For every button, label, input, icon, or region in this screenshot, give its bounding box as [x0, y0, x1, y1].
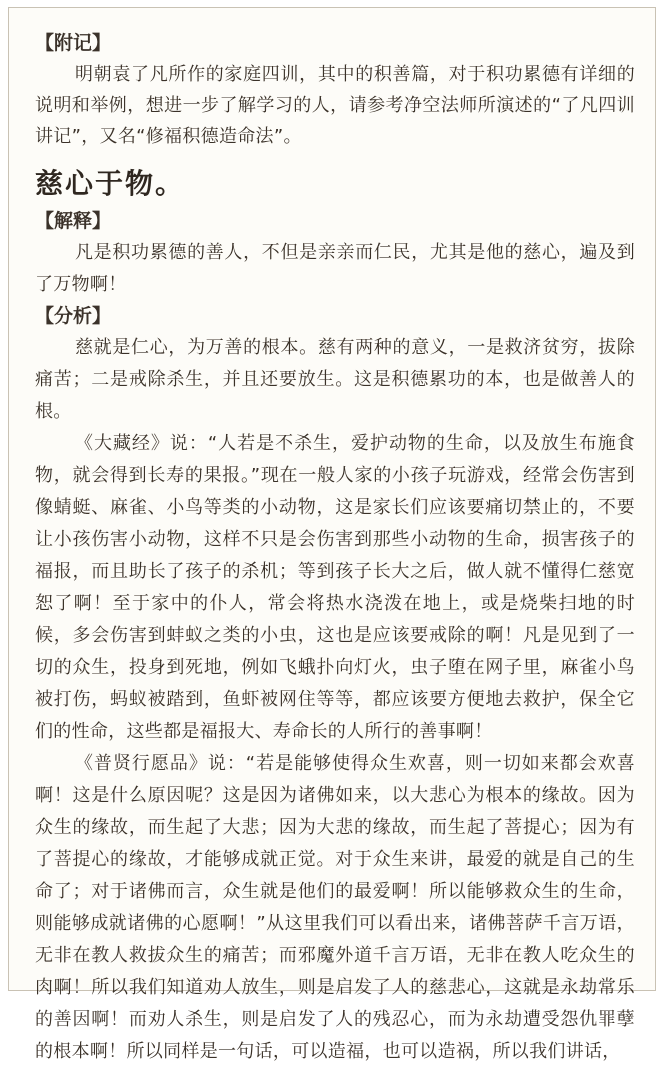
- analysis-heading: 【分析】: [35, 305, 112, 327]
- analysis-paragraph-3: 《普贤行愿品》说：“若是能够使得众生欢喜，则一切如来都会欢喜啊！这是什么原因呢？这是因为诸佛如来，以大悲心为根本的缘故。因为众生的缘故，而生起了大悲；因为大悲的缘故，而生起了菩提心；因为有了菩提心的缘故，才能够成就正觉。对于众生来讲，最爱的就是自己的生命了；对于诸佛而言，众生就是他们的最爱啊！所以能够救众生的生命，则能够成就诸佛的心愿啊！”从这里我们可以看出来，诸佛菩萨千言万语，无非在教人救拔众生的痛苦；而邪魔外道千言万语，无非在教人吃众生的肉啊！所以我们知道劝人放生，则是启发了人的慈悲心，这就是永劫常乐的善因啊！而劝人杀生，则是启发了人的残忍心，而为永劫遭受怨仇罪孽的根本啊！所以同样是一句话，可以造福，也可以造祸，所以我们讲话，: [35, 753, 635, 1062]
- document-page: [8, 7, 656, 1062]
- analysis-paragraph-1: 慈就是仁心，为万善的根本。慈有两种的意义，一是救济贫穷，拔除痛苦；二是戒除杀生，并且还要放生。这是积德累功的本，也是做善人的根。: [35, 337, 635, 422]
- appendix-paragraph: 明朝袁了凡所作的家庭四训，其中的积善篇，对于积功累德有详细的说明和举例，想进一步了解学习的人，请参考净空法师所演述的“了凡四训讲记”，又名“修福积德造命法”。: [35, 64, 635, 147]
- section-title: 慈心于物。: [35, 167, 186, 200]
- explanation-heading: 【解释】: [35, 210, 112, 232]
- appendix-heading: 【附记】: [35, 32, 112, 54]
- explanation-paragraph: 凡是积功累德的善人，不但是亲亲而仁民，尤其是他的慈心，遍及到了万物啊！: [35, 242, 635, 295]
- page-content: [35, 30, 635, 1068]
- analysis-paragraph-2: 《大藏经》说：“人若是不杀生，爱护动物的生命，以及放生布施食物，就会得到长寿的果报。”现在一般人家的小孩子玩游戏，经常会伤害到像蜻蜓、麻雀、小鸟等类的小动物，这是家长们应该要痛切禁止的，不要让小孩伤害小动物，这样不只是会伤害到那些小动物的生命，损害孩子的福报，而且助长了孩子的杀机；等到孩子长大之后，做人就不懂得仁慈宽恕了啊！至于家中的仆人，常会将热水浇泼在地上，或是烧柴扫地的时候，多会伤害到蚌蚁之类的小虫，这也是应该要戒除的啊！凡是见到了一切的众生，投身到死地，例如飞蛾扑向灯火，虫子堕在网子里，麻雀小鸟被打伤，蚂蚁被踏到，鱼虾被网住等等，都应该要方便地去救护，保全它们的性命，这些都是福报大、寿命长的人所行的善事啊！: [35, 433, 635, 742]
